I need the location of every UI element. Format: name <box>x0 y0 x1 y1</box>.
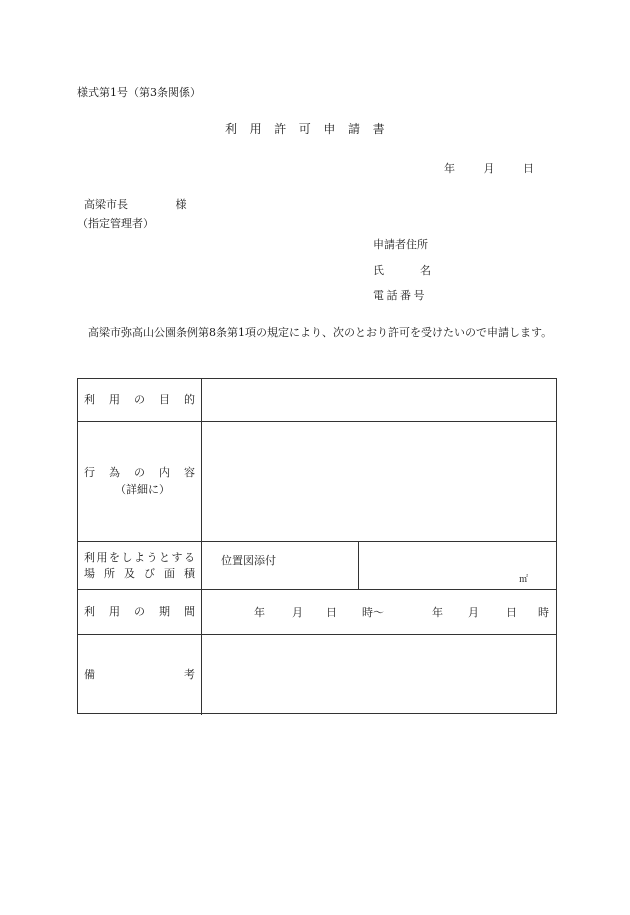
label-char: 期 <box>159 605 170 618</box>
place-divider <box>358 542 359 589</box>
applicant-phone-label: 電話番号 <box>373 289 427 302</box>
label-char: よ <box>134 550 145 564</box>
period-label <box>78 590 202 634</box>
activity-row <box>78 422 556 542</box>
date-month: 月 <box>483 162 495 175</box>
label-char: を <box>109 550 120 564</box>
label-char: び <box>144 566 155 580</box>
purpose-label <box>78 379 202 421</box>
label-char: 用 <box>109 393 120 406</box>
activity-label <box>78 422 202 541</box>
label-char: と <box>159 550 170 564</box>
label-char: 目 <box>159 393 170 406</box>
application-statement: 高梁市弥高山公園条例第8条第1項の規定により、次のとおり許可を受けたいので申請します。 <box>88 326 553 339</box>
label-char: 間 <box>184 605 195 618</box>
start-day: 日 <box>326 606 337 619</box>
label-char: う <box>146 550 158 564</box>
period-row <box>78 590 556 635</box>
name-char: 名 <box>420 264 431 277</box>
purpose-row <box>78 379 556 422</box>
label-char: 為 <box>109 465 120 479</box>
label-char: 面 <box>164 566 175 580</box>
label-char: し <box>121 550 133 564</box>
end-day: 日 <box>506 606 517 619</box>
label-char: 行 <box>84 465 95 479</box>
remarks-row <box>78 635 556 715</box>
date-day: 日 <box>523 162 534 175</box>
label-char: の <box>134 605 145 618</box>
applicant-name-label <box>373 262 431 278</box>
label-char: 及 <box>124 566 135 580</box>
applicant-address-label: 申請者住所 <box>373 238 428 251</box>
label-char: 用 <box>96 550 108 564</box>
label-char: 的 <box>184 393 195 406</box>
place-label <box>78 542 202 589</box>
label-char: 積 <box>184 566 195 580</box>
label-char: 場 <box>84 566 95 580</box>
area-unit: ㎡ <box>518 575 528 585</box>
label-char: 備 <box>84 668 95 681</box>
label-char: る <box>184 550 195 564</box>
label-char: 利 <box>84 605 95 618</box>
date-line <box>444 160 534 176</box>
start-hour: 時〜 <box>362 606 384 619</box>
addressee <box>84 196 187 212</box>
designated-manager: （指定管理者） <box>77 217 154 230</box>
document-title: 利 用 許 可 申 請 書 <box>225 122 385 136</box>
date-year: 年 <box>444 162 455 175</box>
remarks-label <box>78 635 202 715</box>
place-row <box>78 542 556 590</box>
start-month: 月 <box>292 606 303 619</box>
end-year: 年 <box>432 606 443 619</box>
addressee-honorific: 様 <box>175 198 187 211</box>
label-char: 所 <box>104 566 115 580</box>
end-month: 月 <box>468 606 479 619</box>
label-char: 利 <box>84 550 95 564</box>
period-fields <box>254 590 549 634</box>
start-year: 年 <box>254 606 265 619</box>
application-table <box>77 378 557 714</box>
label-char: 利 <box>84 393 95 406</box>
end-hour: 時 <box>538 606 549 619</box>
label-char: 容 <box>184 465 195 479</box>
label-char: 内 <box>159 465 170 479</box>
form-number: 様式第1号（第3条関係） <box>77 86 201 99</box>
label-char: 用 <box>109 605 120 618</box>
label-char: 考 <box>184 668 195 681</box>
place-attachment-note: 位置図添付 <box>221 554 276 567</box>
label-char: の <box>134 465 145 479</box>
name-char: 氏 <box>373 264 384 277</box>
activity-sub-label: （詳細に） <box>115 482 170 496</box>
label-char: の <box>134 393 145 406</box>
addressee-name: 高梁市長 <box>84 198 128 211</box>
label-char: す <box>171 550 183 564</box>
